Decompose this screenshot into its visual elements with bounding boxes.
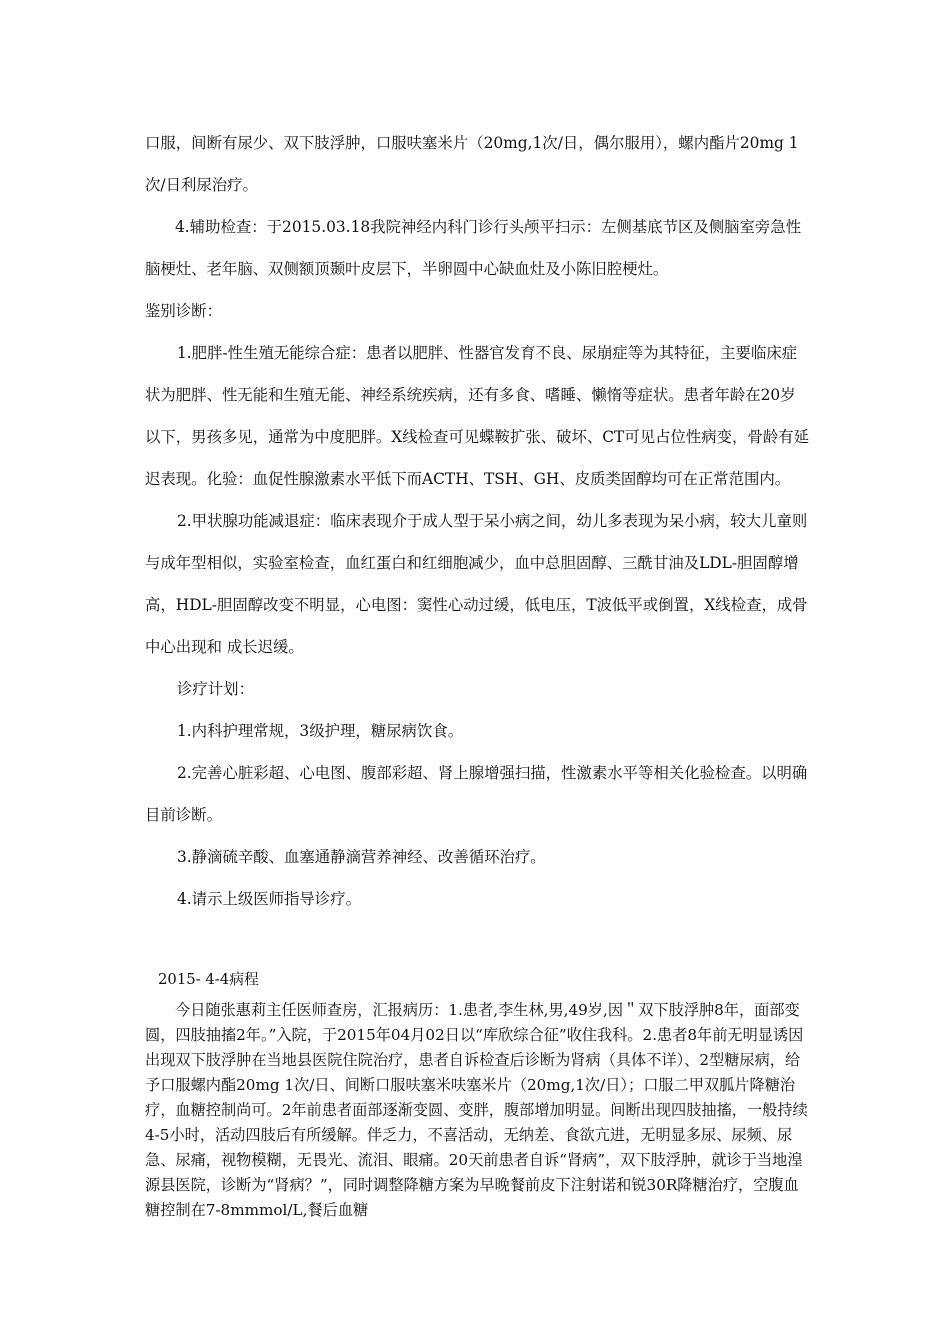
medication-history-paragraph: 口服，间断有尿少、双下肢浮肿，口服呋塞米片（20mg,1次/日，偶尔服用），螺内酯片20mg 1次/日利尿治疗。	[145, 134, 799, 194]
differential-item-1: 1.肥胖-性生殖无能综合症：患者以肥胖、性器官发育不良、尿崩症等为其特征，主要临床症状为肥胖、性无能和生殖无能、神经系统疾病，还有多食、嗜睡、懒惰等症状。患者年龄在20岁以下，男孩多见，通常为中度肥胖。X线检查可见蝶鞍扩张、破坏、CT可见占位性病变，骨龄有延迟表现。化验：血促性腺激素水平低下而ACTH、TSH、GH、皮质类固醇均可在正常范围内。	[145, 344, 810, 488]
treatment-plan-item-4: 4.请示上级医师指导诊疗。	[177, 890, 361, 908]
treatment-plan-item-1: 1.内科护理常规，3级护理，糖尿病饮食。	[177, 722, 464, 740]
treatment-plan-item-2: 2.完善心脏彩超、心电图、腹部彩超、肾上腺增强扫描，性激素水平等相关化验检查。以明确目前诊断。	[145, 764, 808, 824]
record-body	[145, 122, 810, 920]
treatment-plan-heading: 诊疗计划：	[177, 680, 254, 698]
differential-diagnosis-heading: 鉴别诊断：	[145, 302, 222, 320]
treatment-plan-item-3: 3.静滴硫辛酸、血塞通静滴营养神经、改善循环治疗。	[177, 848, 546, 866]
progress-note	[145, 962, 810, 1223]
differential-item-2: 2.甲状腺功能减退症：临床表现介于成人型于呆小病之间，幼儿多表现为呆小病，较大儿童则与成年型相似，实验室检查，血红蛋白和红细胞减少，血中总胆固醇、三酰甘油及LDL-胆固醇增高，HDL-胆固醇改变不明显，心电图：窦性心动过缓，低电压，T波低平或倒置，X线检查，成骨中心出现和 成长迟缓。	[145, 512, 808, 656]
progress-note-body: 今日随张惠莉主任医师查房，汇报病历：1.患者,李生林,男,49岁,因＂双下肢浮肿8年，面部变圆，四肢抽搐2年。”入院，于2015年04月02日以“库欣综合征”收住我科。2.患者8年前无明显诱因出现双下肢浮肿在当地县医院住院治疗，患者自诉检查后诊断为肾病（具体不详）、2型糖尿病，给予口服螺内酯20mg 1次/日、间断口服呋塞米呋塞米片（20mg,1次/日）；口服二甲双胍片降糖治疗，血糖控制尚可。2年前患者面部逐渐变圆、变胖，腹部增加明显。间断出现四肢抽搐，一般持续4-5小时，活动四肢后有所缓解。伴乏力，不喜活动，无纳差、食欲亢进，无明显多尿、尿频、尿急、尿痛，视物模糊，无畏光、流泪、眼痛。20天前患者自诉“肾病”，双下肢浮肿，就诊于当地湟源县医院，诊断为“肾病？”，同时调整降糖方案为早晚餐前皮下注射诺和锐30R降糖治疗，空腹血糖控制在7-8mmmol/L,餐后血糖	[145, 1001, 808, 1219]
progress-note-date: 2015- 4-4病程	[158, 971, 259, 988]
auxiliary-exam-paragraph: 4.辅助检查：于2015.03.18我院神经内科门诊行头颅平扫示：左侧基底节区及侧脑室旁急性脑梗灶、老年脑、双侧额顶颞叶皮层下，半卵圆中心缺血灶及小陈旧腔梗灶。	[145, 218, 802, 278]
